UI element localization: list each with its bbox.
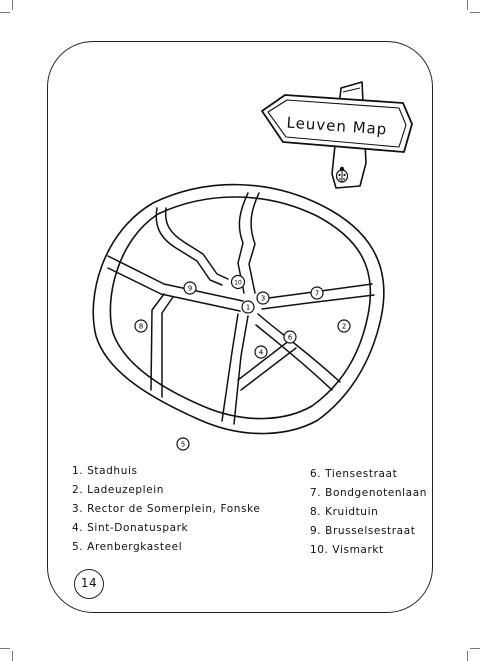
marker-2[interactable] — [338, 320, 350, 332]
street-network — [108, 193, 374, 424]
marker-9[interactable] — [184, 282, 196, 294]
legend-item: 10. Vismarkt — [310, 544, 384, 556]
legend-item: 4. Sint-Donatuspark — [72, 522, 189, 534]
legend-item: 6. Tiensestraat — [310, 468, 398, 480]
legend-item: 2. Ladeuzeplein — [72, 484, 165, 496]
marker-10[interactable] — [232, 276, 245, 289]
legend-item: 9. Brusselsestraat — [310, 525, 416, 537]
legend-left — [72, 462, 260, 557]
svg-text:4: 4 — [258, 348, 264, 357]
marker-1[interactable] — [242, 301, 254, 313]
legend-item: 1. Stadhuis — [72, 465, 138, 477]
legend-item: 3. Rector de Somerplein, Fonske — [72, 503, 261, 515]
svg-text:9: 9 — [187, 284, 193, 293]
svg-text:3: 3 — [260, 294, 266, 303]
marker-5[interactable] — [177, 438, 189, 450]
marker-8[interactable] — [135, 320, 147, 332]
city-ring — [93, 185, 384, 434]
marker-6[interactable] — [284, 331, 296, 343]
page-number: 14 — [74, 569, 104, 599]
svg-text:6: 6 — [287, 333, 293, 342]
legend-item: 7. Bondgenotenlaan — [310, 487, 427, 499]
legend-item: 5. Arenbergkasteel — [72, 541, 183, 553]
marker-4[interactable] — [255, 346, 267, 358]
svg-text:5: 5 — [180, 440, 186, 449]
svg-text:8: 8 — [138, 322, 144, 331]
marker-3[interactable] — [257, 292, 269, 304]
legend-item: 8. Kruidtuin — [310, 506, 379, 518]
signpost-icon — [262, 82, 412, 188]
svg-text:7: 7 — [314, 289, 320, 298]
svg-text:2: 2 — [341, 322, 347, 331]
svg-text:1: 1 — [245, 303, 251, 312]
svg-text:10: 10 — [234, 279, 242, 287]
map-title: Leuven Map — [285, 113, 388, 139]
legend-right — [310, 465, 427, 560]
marker-7[interactable] — [311, 287, 323, 299]
